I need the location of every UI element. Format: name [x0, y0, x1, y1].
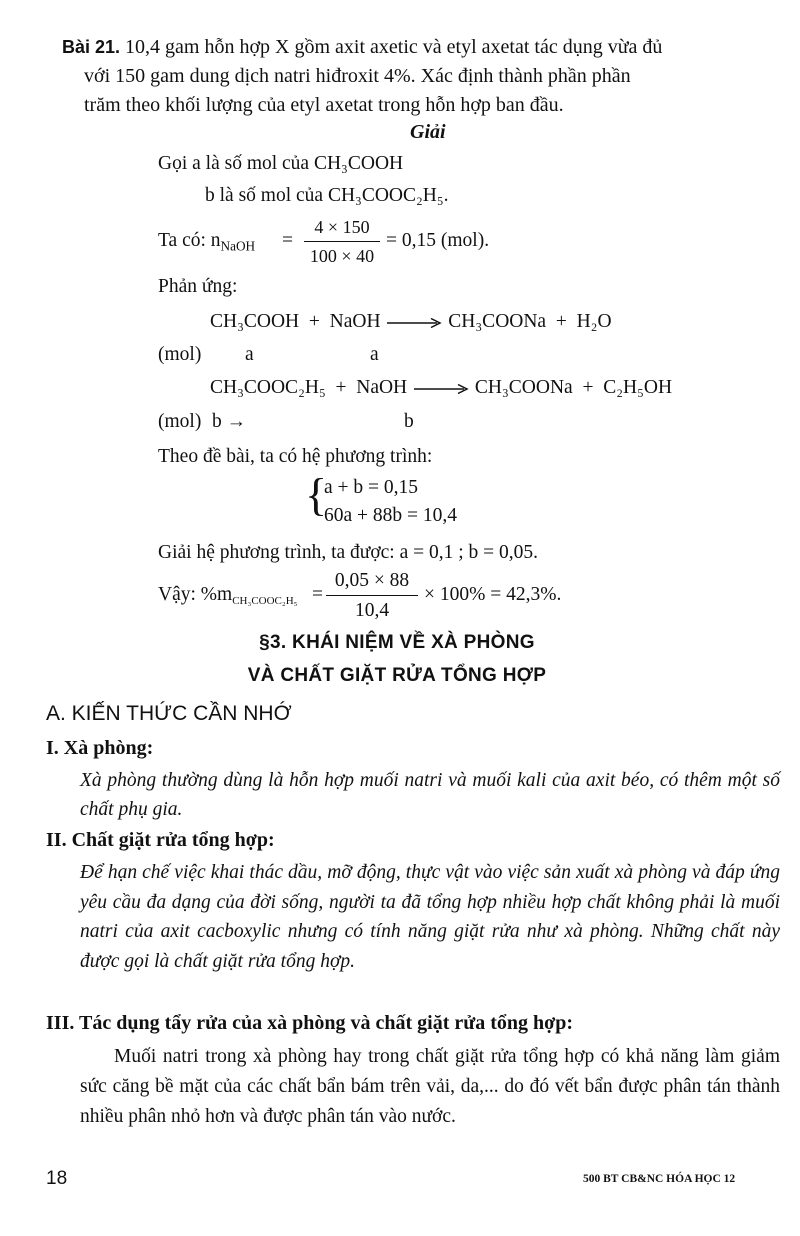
heading-detergent: II. Chất giặt rửa tổng hợp: [46, 829, 275, 851]
reaction-1-mol-label: (mol) [158, 344, 202, 365]
naoh-prefix-text: Ta có: n [158, 230, 221, 251]
final-fraction [326, 570, 418, 622]
reaction-1 [210, 311, 612, 333]
final-result: × 100% = 42,3%. [424, 584, 562, 605]
reaction-label: Phản ứng: [158, 276, 238, 297]
paragraph-cleaning-action: Muối natri trong xà phòng hay trong chất giặt rửa tổng hợp có khả năng làm giảm sức căng bề mặt của các chất bẩn bám trên vải, da,... do đó vết bẩn được phân tán thành nhiều phân nhỏ hơn và được phân tán vào nước. [80, 1046, 780, 1127]
problem-line-2: với 150 gam dung dịch natri hiđroxit 4%. Xác định thành phần phần [84, 65, 631, 87]
naoh-moles-prefix [158, 230, 255, 252]
fraction-bar [304, 241, 380, 242]
problem-label: Bài 21. [62, 37, 121, 57]
final-equals: = [312, 584, 323, 605]
system-brace: { [305, 469, 328, 520]
reaction-2-mol-b2: b [404, 411, 414, 432]
fraction-bar [326, 595, 418, 596]
definition-a-text: Gọi a là số mol của [158, 153, 310, 174]
system-equation-2: 60a + 88b = 10,4 [324, 505, 458, 526]
definition-a [158, 153, 403, 175]
naoh-denominator: 100 × 40 [309, 246, 375, 266]
book-title: 500 BT CB&NC HÓA HỌC 12 [583, 1173, 736, 1185]
reaction-arrow-icon [412, 383, 470, 395]
naoh-fraction [304, 217, 380, 267]
reaction-1-reactants: CH₃COOH + NaOH [210, 311, 381, 332]
naoh-numerator: 4 × 150 [314, 217, 370, 237]
naoh-equals: = [282, 230, 293, 251]
final-subscript: CH₃COOC₂H₅ [232, 594, 298, 607]
system-label: Theo đề bài, ta có hệ phương trình: [158, 446, 433, 467]
final-numerator: 0,05 × 88 [334, 570, 410, 591]
system-solution: Giải hệ phương trình, ta được: a = 0,1 ; b = 0,05. [158, 542, 539, 563]
reaction-2-mol-b1: b → [212, 411, 247, 432]
reaction-1-products: CH₃COONa + H₂O [448, 311, 612, 332]
heading-cleaning-action: III. Tác dụng tẩy rửa của xà phòng và chất giặt rửa tổng hợp: [46, 1012, 574, 1034]
reaction-1-mol-a2: a [370, 344, 379, 365]
naoh-subscript: NaOH [220, 238, 256, 254]
problem-line-1 [62, 36, 662, 59]
reaction-arrow-icon [385, 317, 443, 329]
paragraph-soap: Xà phòng thường dùng là hỗn hợp muối natri và muối kali của axit béo, có thêm một số chất phụ gia. [80, 770, 780, 820]
definition-b-text: b là số mol của [205, 185, 324, 206]
naoh-result: = 0,15 (mol). [386, 230, 490, 251]
reaction-2-reactants: CH₃COOC₂H₅ + NaOH [210, 377, 408, 398]
reaction-1-mol-a1: a [245, 344, 254, 365]
final-prefix-text: Vậy: %m [158, 584, 233, 605]
system-equation-1: a + b = 0,15 [324, 477, 419, 498]
definition-b [205, 185, 449, 207]
final-denominator: 10,4 [354, 600, 390, 621]
heading-soap: I. Xà phòng: [46, 737, 154, 759]
page-number: 18 [46, 1168, 68, 1189]
problem-text-1: 10,4 gam hỗn hợp X gồm axit axetic và etyl axetat tác dụng vừa đủ [125, 36, 663, 58]
definition-b-formula: CH₃COOC₂H₅. [327, 185, 449, 206]
problem-line-3: trăm theo khối lượng của etyl axetat trong hỗn hợp ban đầu. [84, 94, 564, 116]
reaction-2-mol-label: (mol) [158, 411, 202, 432]
section-heading-line-1: §3. KHÁI NIỆM VỀ XÀ PHÒNG [259, 632, 535, 653]
part-a-title: A. KIẾN THỨC CẦN NHỚ [46, 702, 292, 725]
definition-a-formula: CH₃COOH [313, 153, 404, 174]
final-prefix [158, 584, 298, 606]
solution-title: Giải [410, 121, 446, 143]
paragraph-detergent: Để hạn chế việc khai thác dầu, mỡ động, thực vật vào việc sản xuất xà phòng và đáp ứng yêu cầu đa dạng của đời sống, người ta đã tổng hợp nhiều hợp chất không phải là muối natri của axit cacboxylic nhưng có tính năng giặt rửa như xà phòng. Những chất này được gọi là chất giặt rửa tổng hợp. [80, 862, 780, 972]
section-heading-line-2: VÀ CHẤT GIẶT RỬA TỔNG HỢP [247, 665, 547, 686]
reaction-2 [210, 377, 672, 399]
reaction-2-products: CH₃COONa + C₂H₅OH [474, 377, 673, 398]
